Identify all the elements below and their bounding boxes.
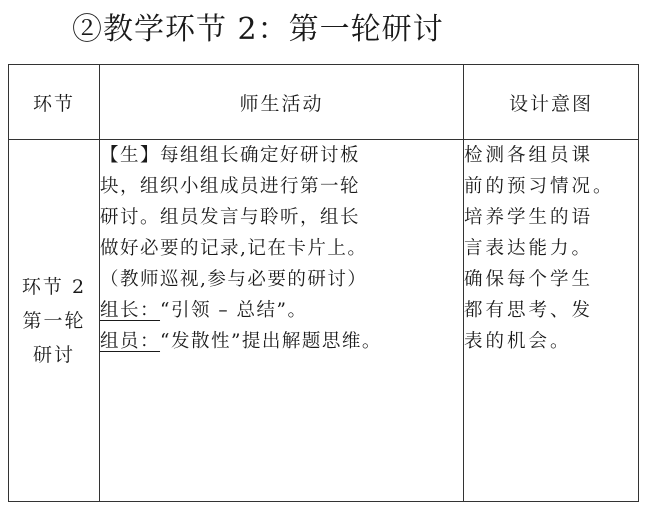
member-role-label: 组员： xyxy=(100,331,161,352)
leader-role-label: 组长： xyxy=(100,300,161,321)
leader-role-text: “引领 – 总结”。 xyxy=(160,300,308,321)
section-heading: ②教学环节 2：第一轮研讨 xyxy=(72,12,444,47)
intent-line: 培养学生的语 xyxy=(464,207,594,228)
lesson-plan-table xyxy=(8,64,639,502)
stage-line: 第一轮 xyxy=(22,309,86,332)
member-role-line xyxy=(100,326,463,357)
stage-cell xyxy=(9,140,100,502)
header-activity: 师生活动 xyxy=(100,65,464,140)
leader-role-line xyxy=(100,295,463,326)
intent-line: 确保每个学生 xyxy=(464,269,594,290)
stage-line: 研讨 xyxy=(32,343,75,366)
member-role-text: “发散性”提出解题思维。 xyxy=(160,331,382,352)
intent-line: 都有思考、发 xyxy=(464,300,594,321)
table-row xyxy=(9,140,639,502)
stage-line: 环节 2 xyxy=(21,275,87,298)
table-header-row xyxy=(9,65,639,140)
intent-line: 言表达能力。 xyxy=(464,238,594,259)
activity-line: 研讨。组员发言与聆听，组长 xyxy=(100,207,361,228)
intent-line: 前的预习情况。 xyxy=(464,176,615,197)
activity-line: 块，组织小组成员进行第一轮 xyxy=(100,176,361,197)
intent-line: 表的机会。 xyxy=(464,331,572,352)
activity-line: （教师巡视,参与必要的研讨） xyxy=(100,269,368,290)
header-intent: 设计意图 xyxy=(464,65,639,140)
intent-cell xyxy=(464,140,639,502)
intent-line: 检测各组员课 xyxy=(464,145,594,166)
header-stage: 环节 xyxy=(9,65,100,140)
activity-cell xyxy=(100,140,464,502)
activity-line: 【生】每组组长确定好研讨板 xyxy=(100,145,361,166)
activity-line: 做好必要的记录,记在卡片上。 xyxy=(100,238,368,259)
